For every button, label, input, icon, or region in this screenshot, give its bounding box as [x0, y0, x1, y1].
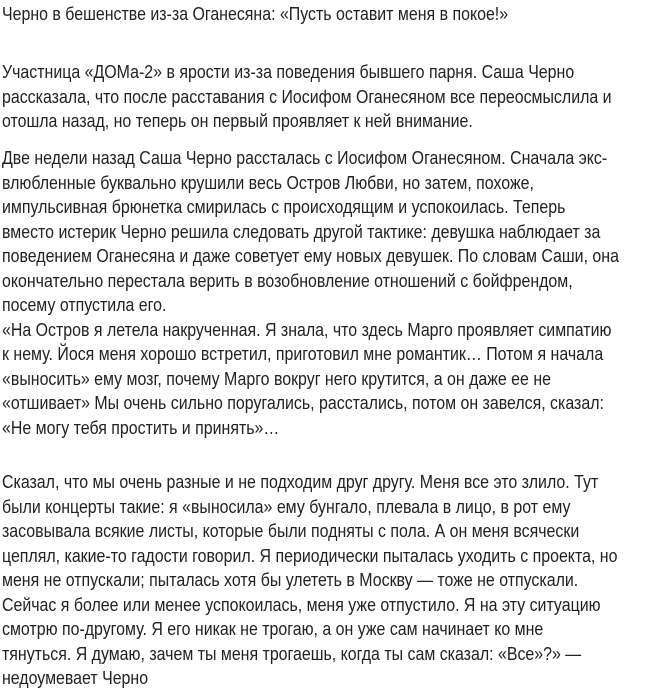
title-text: Черно в бешенстве из-за Оганесяна: «Пусть оставит меня в покое!» [2, 4, 509, 24]
text-line: вместо истерик Черно решила следовать другой тактике: девушка наблюдает за [2, 221, 601, 242]
text-line: рассказала, что после расставания с Иосифом Оганесяном все переосмыслила и [2, 86, 612, 107]
paragraph-quote [2, 470, 670, 691]
text-line: Сейчас я более или менее успокоилась, меня уже отпустило. Я на эту ситуацию [2, 594, 601, 615]
text-line: недоумевает Черно [2, 668, 149, 688]
text-line: к нему. Йося меня хорошо встретил, приготовил мне романтик… Потом я начала [2, 344, 604, 364]
paragraph-body [2, 146, 670, 440]
text-line: «Не могу тебя простить и принять»… [2, 417, 280, 438]
paragraph-lead [2, 60, 670, 134]
text-line: поведением Оганесяна и даже советует ему новых девушек. По словам Саши, она [2, 246, 619, 266]
text-line: меня не отпускали; пыталась хотя бы улететь в Москву — тоже не отпускали. [2, 570, 579, 590]
text-line: Сказал, что мы очень разные и не подходим друг другу. Меня все это злило. Тут [2, 472, 599, 492]
text-line: засовывала всякие листы, которые были подняты с пола. А он меня всячески [2, 521, 580, 541]
text-line: Участница «ДОМа-2» в ярости из-за поведения бывшего парня. Саша Черно [2, 62, 575, 82]
text-line: тянуться. Я думаю, зачем ты меня трогаешь, когда ты сам сказал: «Все»?» — [2, 643, 582, 664]
text-line: окончательно перестала верить в возобновление отношений с бойфрендом, [2, 270, 573, 291]
text-line: «выносить» ему мозг, почему Марго вокруг него крутится, а он даже ее не [2, 368, 551, 389]
text-line: посему отпустила его. [2, 295, 167, 315]
text-line: смотрю по-другому. Я его никак не трогаю, а он уже сам начинает ко мне [2, 619, 544, 639]
text-line: отошла назад, но теперь он первый проявляет к ней внимание. [2, 111, 473, 131]
text-line: импульсивная брюнетка смирилась с происходящим и успокоилась. Теперь [2, 197, 566, 217]
text-line: «На Остров я летела накрученная. Я знала, что здесь Марго проявляет симпатию [2, 319, 612, 340]
text-line: влюбленные буквально крушили весь Остров Любви, но затем, похоже, [2, 172, 534, 193]
text-line: были концерты такие: я «выносила» ему бунгало, плевала в лицо, в рот ему [2, 496, 571, 517]
text-line: цеплял, какие-то гадости говорил. Я периодически пыталась уходить с проекта, но [2, 545, 618, 566]
text-line: «отшивает» Мы очень сильно поругались, расстались, потом он завелся, сказал: [2, 393, 604, 413]
article-title [2, 2, 574, 27]
text-line: Две недели назад Саша Черно рассталась с Иосифом Оганесяном. Сначала экс- [2, 148, 608, 168]
